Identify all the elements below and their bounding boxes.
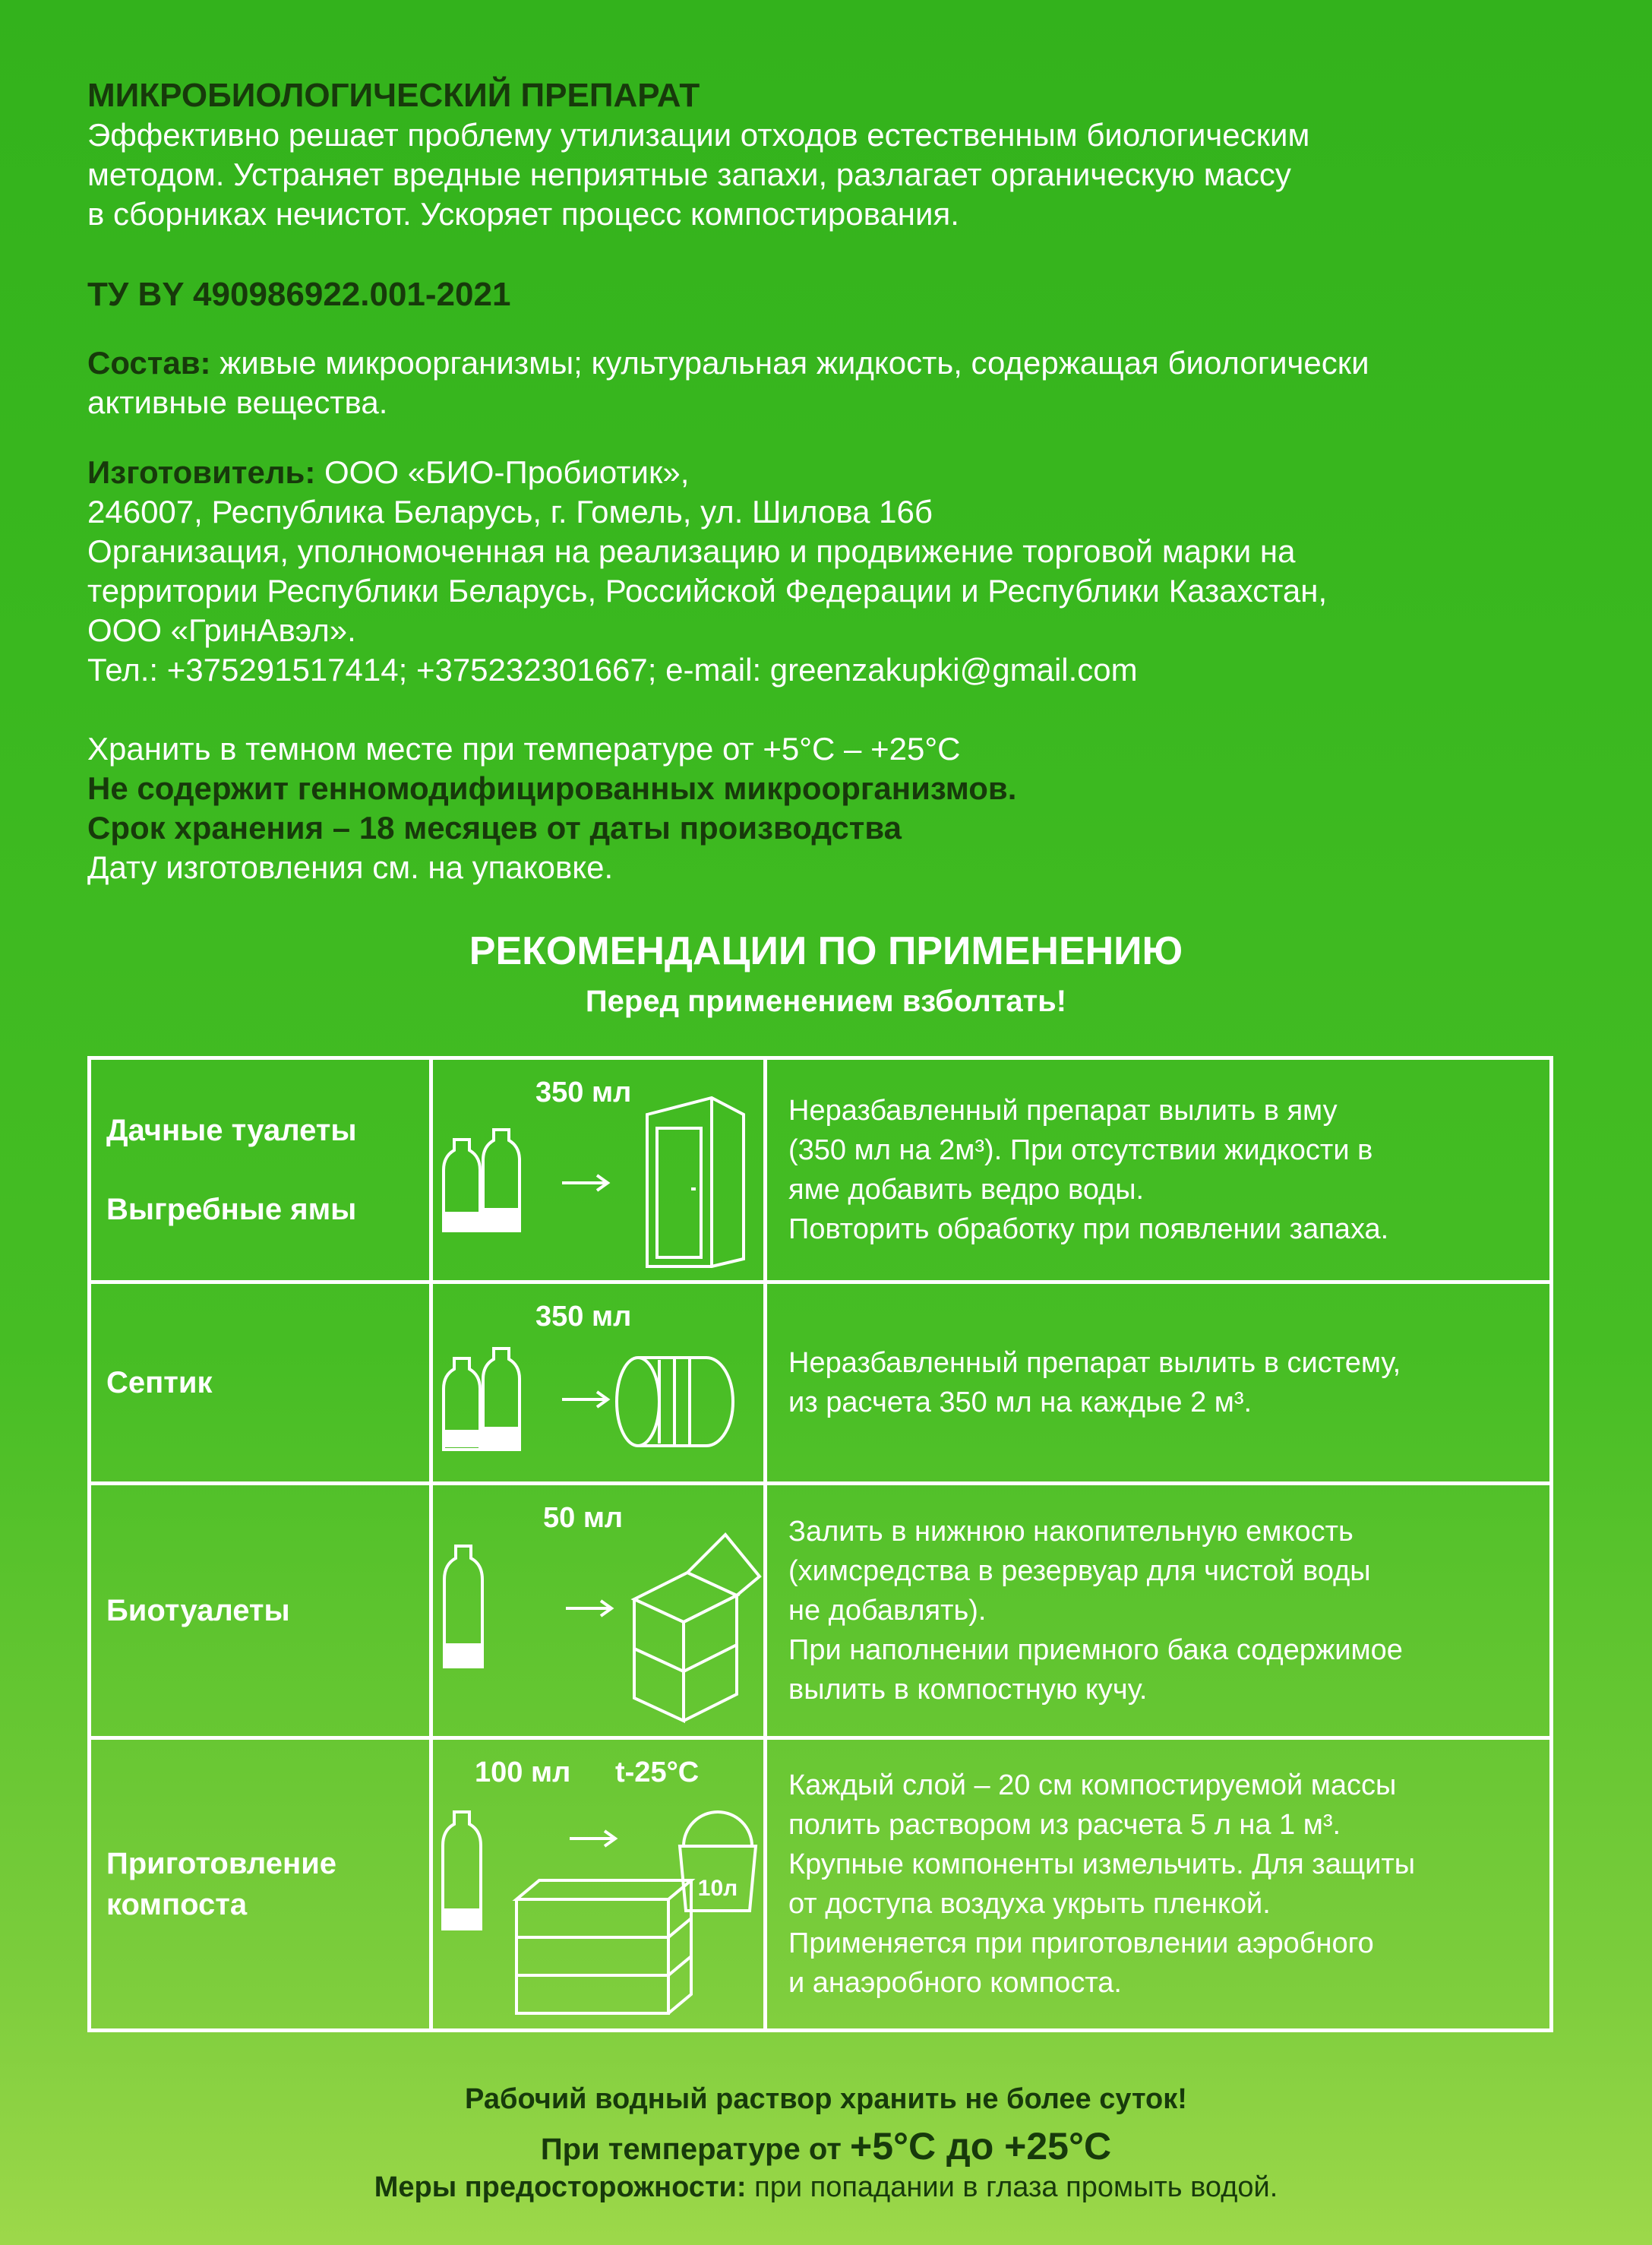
manufacturer-line: 246007, Республика Беларусь, г. Гомель, ул. Шилова 16б [87, 494, 933, 530]
description-line: от доступа воздуха укрыть пленкой. [788, 1888, 1271, 1920]
gmo-free-note: Не содержит генномодифицированных микроорганизмов. [87, 770, 1017, 806]
category-cell [90, 1058, 431, 1282]
description-line: яме добавить ведро воды. [788, 1174, 1145, 1206]
description-line: вылить в компостную кучу. [788, 1674, 1148, 1706]
arrow-icon [562, 1175, 608, 1190]
volume-label: 50 мл [543, 1502, 624, 1534]
manufacturer-label: Изготовитель: [87, 454, 316, 490]
category-label: Септик [106, 1366, 213, 1399]
temperature-label: t-25°С [615, 1756, 700, 1788]
category-cell [90, 1738, 431, 2031]
description-line: не добавлять). [788, 1595, 987, 1627]
recommendations-title: РЕКОМЕНДАЦИИ ПО ПРИМЕНЕНИЮ [469, 929, 1183, 973]
recommendations-subtitle: Перед применением взболтать! [585, 985, 1067, 1018]
illustration-cell [431, 1058, 766, 1282]
composition-text-2: активные вещества. [87, 384, 388, 420]
shelf-life: Срок хранения – 18 месяцев от даты производства [87, 810, 902, 846]
category-label: Выгребные ямы [106, 1193, 357, 1226]
bucket-volume-label: 10л [697, 1876, 738, 1901]
septic-tank-icon [617, 1358, 733, 1446]
category-label: Приготовление [106, 1847, 337, 1880]
intro-line: Эффективно решает проблему утилизации отходов естественным биологическим [87, 117, 1310, 153]
volume-label: 100 мл [475, 1756, 571, 1788]
description-line: и анаэробного компоста. [788, 1967, 1122, 1999]
description-line: Крупные компоненты измельчить. Для защиты [788, 1848, 1416, 1880]
description-cell [766, 1282, 1552, 1484]
category-label: Дачные туалеты [106, 1114, 357, 1147]
description-line: (350 мл на 2м³). При отсутствии жидкости в [788, 1134, 1373, 1166]
description-line: Неразбавленный препарат вылить в систему, [788, 1347, 1401, 1379]
table-row [90, 1484, 1552, 1738]
description-line: Повторить обработку при появлении запаха. [788, 1213, 1389, 1245]
manufacturer-line: Организация, уполномоченная на реализацию и продвижение торговой марки на [87, 533, 1296, 569]
description-line: Каждый слой – 20 см компостируемой массы [788, 1769, 1397, 1801]
table-row [90, 1282, 1552, 1484]
storage-temp: Хранить в темном месте при температуре от +5°С – +25°С [87, 731, 961, 767]
manufacturer-name: ООО «БИО-Пробиотик», [315, 454, 690, 490]
manufacturer-line: территории Республики Беларусь, Российской Федерации и Республики Казахстан, [87, 573, 1328, 609]
composition-label: Состав: [87, 345, 211, 381]
tu-code: ТУ BY 490986922.001-2021 [87, 276, 511, 313]
compost-bin-icon [516, 1880, 691, 2013]
solution-temp-range: +5°С до +25°С [850, 2125, 1112, 2168]
illustration-cell [431, 1282, 766, 1484]
category-cell [90, 1282, 431, 1484]
illustration-cell [431, 1738, 766, 2031]
biotoilet-icon [634, 1535, 760, 1721]
description-line: Неразбавленный препарат вылить в яму [788, 1095, 1338, 1127]
description-line: (химсредства в резервуар для чистой воды [788, 1555, 1371, 1587]
category-label: Биотуалеты [106, 1594, 290, 1627]
solution-temp-note [0, 2124, 1652, 2168]
volume-label: 350 мл [535, 1077, 632, 1108]
arrow-icon [566, 1601, 611, 1616]
table-row [90, 1058, 1552, 1282]
intro-block [87, 76, 1576, 234]
storage-block [87, 729, 1576, 887]
intro-line: в сборниках нечистот. Ускоряет процесс компостирования. [87, 196, 959, 232]
intro-line: методом. Устраняет вредные неприятные запахи, разлагает органическую массу [87, 157, 1291, 192]
volume-label: 350 мл [535, 1301, 632, 1333]
arrow-icon [570, 1831, 615, 1846]
precautions-note [0, 2171, 1652, 2204]
composition-text: живые микроорганизмы; культуральная жидкость, содержащая биологически [210, 345, 1369, 381]
table-row [90, 1738, 1552, 2031]
precautions-label: Меры предосторожности: [374, 2171, 747, 2203]
description-cell [766, 1738, 1552, 2031]
description-line: Применяется при приготовлении аэробного [788, 1927, 1374, 1959]
manufacturer-block [87, 453, 1576, 690]
manufacture-date-note: Дату изготовления см. на упаковке. [87, 849, 614, 885]
description-line: При наполнении приемного бака содержимое [788, 1634, 1403, 1666]
description-line: полить раствором из расчета 5 л на 1 м³. [788, 1809, 1341, 1841]
product-heading: МИКРОБИОЛОГИЧЕСКИЙ ПРЕПАРАТ [87, 77, 700, 114]
recommendations-table [87, 1056, 1553, 2032]
description-cell [766, 1058, 1552, 1282]
solution-storage-note: Рабочий водный раствор хранить не более суток! [465, 2083, 1187, 2115]
description-cell [766, 1484, 1552, 1738]
arrow-icon [562, 1392, 608, 1407]
composition-block [87, 343, 1576, 422]
description-line: Залить в нижнюю накопительную емкость [788, 1516, 1354, 1548]
category-cell [90, 1484, 431, 1738]
contact-line: Тел.: +375291517414; +375232301667; e-mail: greenzakupki@gmail.com [87, 652, 1138, 688]
solution-temp-prefix: При температуре от [540, 2133, 850, 2166]
outhouse-icon [647, 1098, 744, 1266]
precautions-text: при попадании в глаза промыть водой. [746, 2171, 1278, 2203]
illustration-cell [431, 1484, 766, 1738]
manufacturer-line: ООО «ГринАвэл». [87, 612, 356, 648]
description-line: из расчета 350 мл на каждые 2 м³. [788, 1387, 1252, 1418]
category-label: компоста [106, 1888, 248, 1921]
